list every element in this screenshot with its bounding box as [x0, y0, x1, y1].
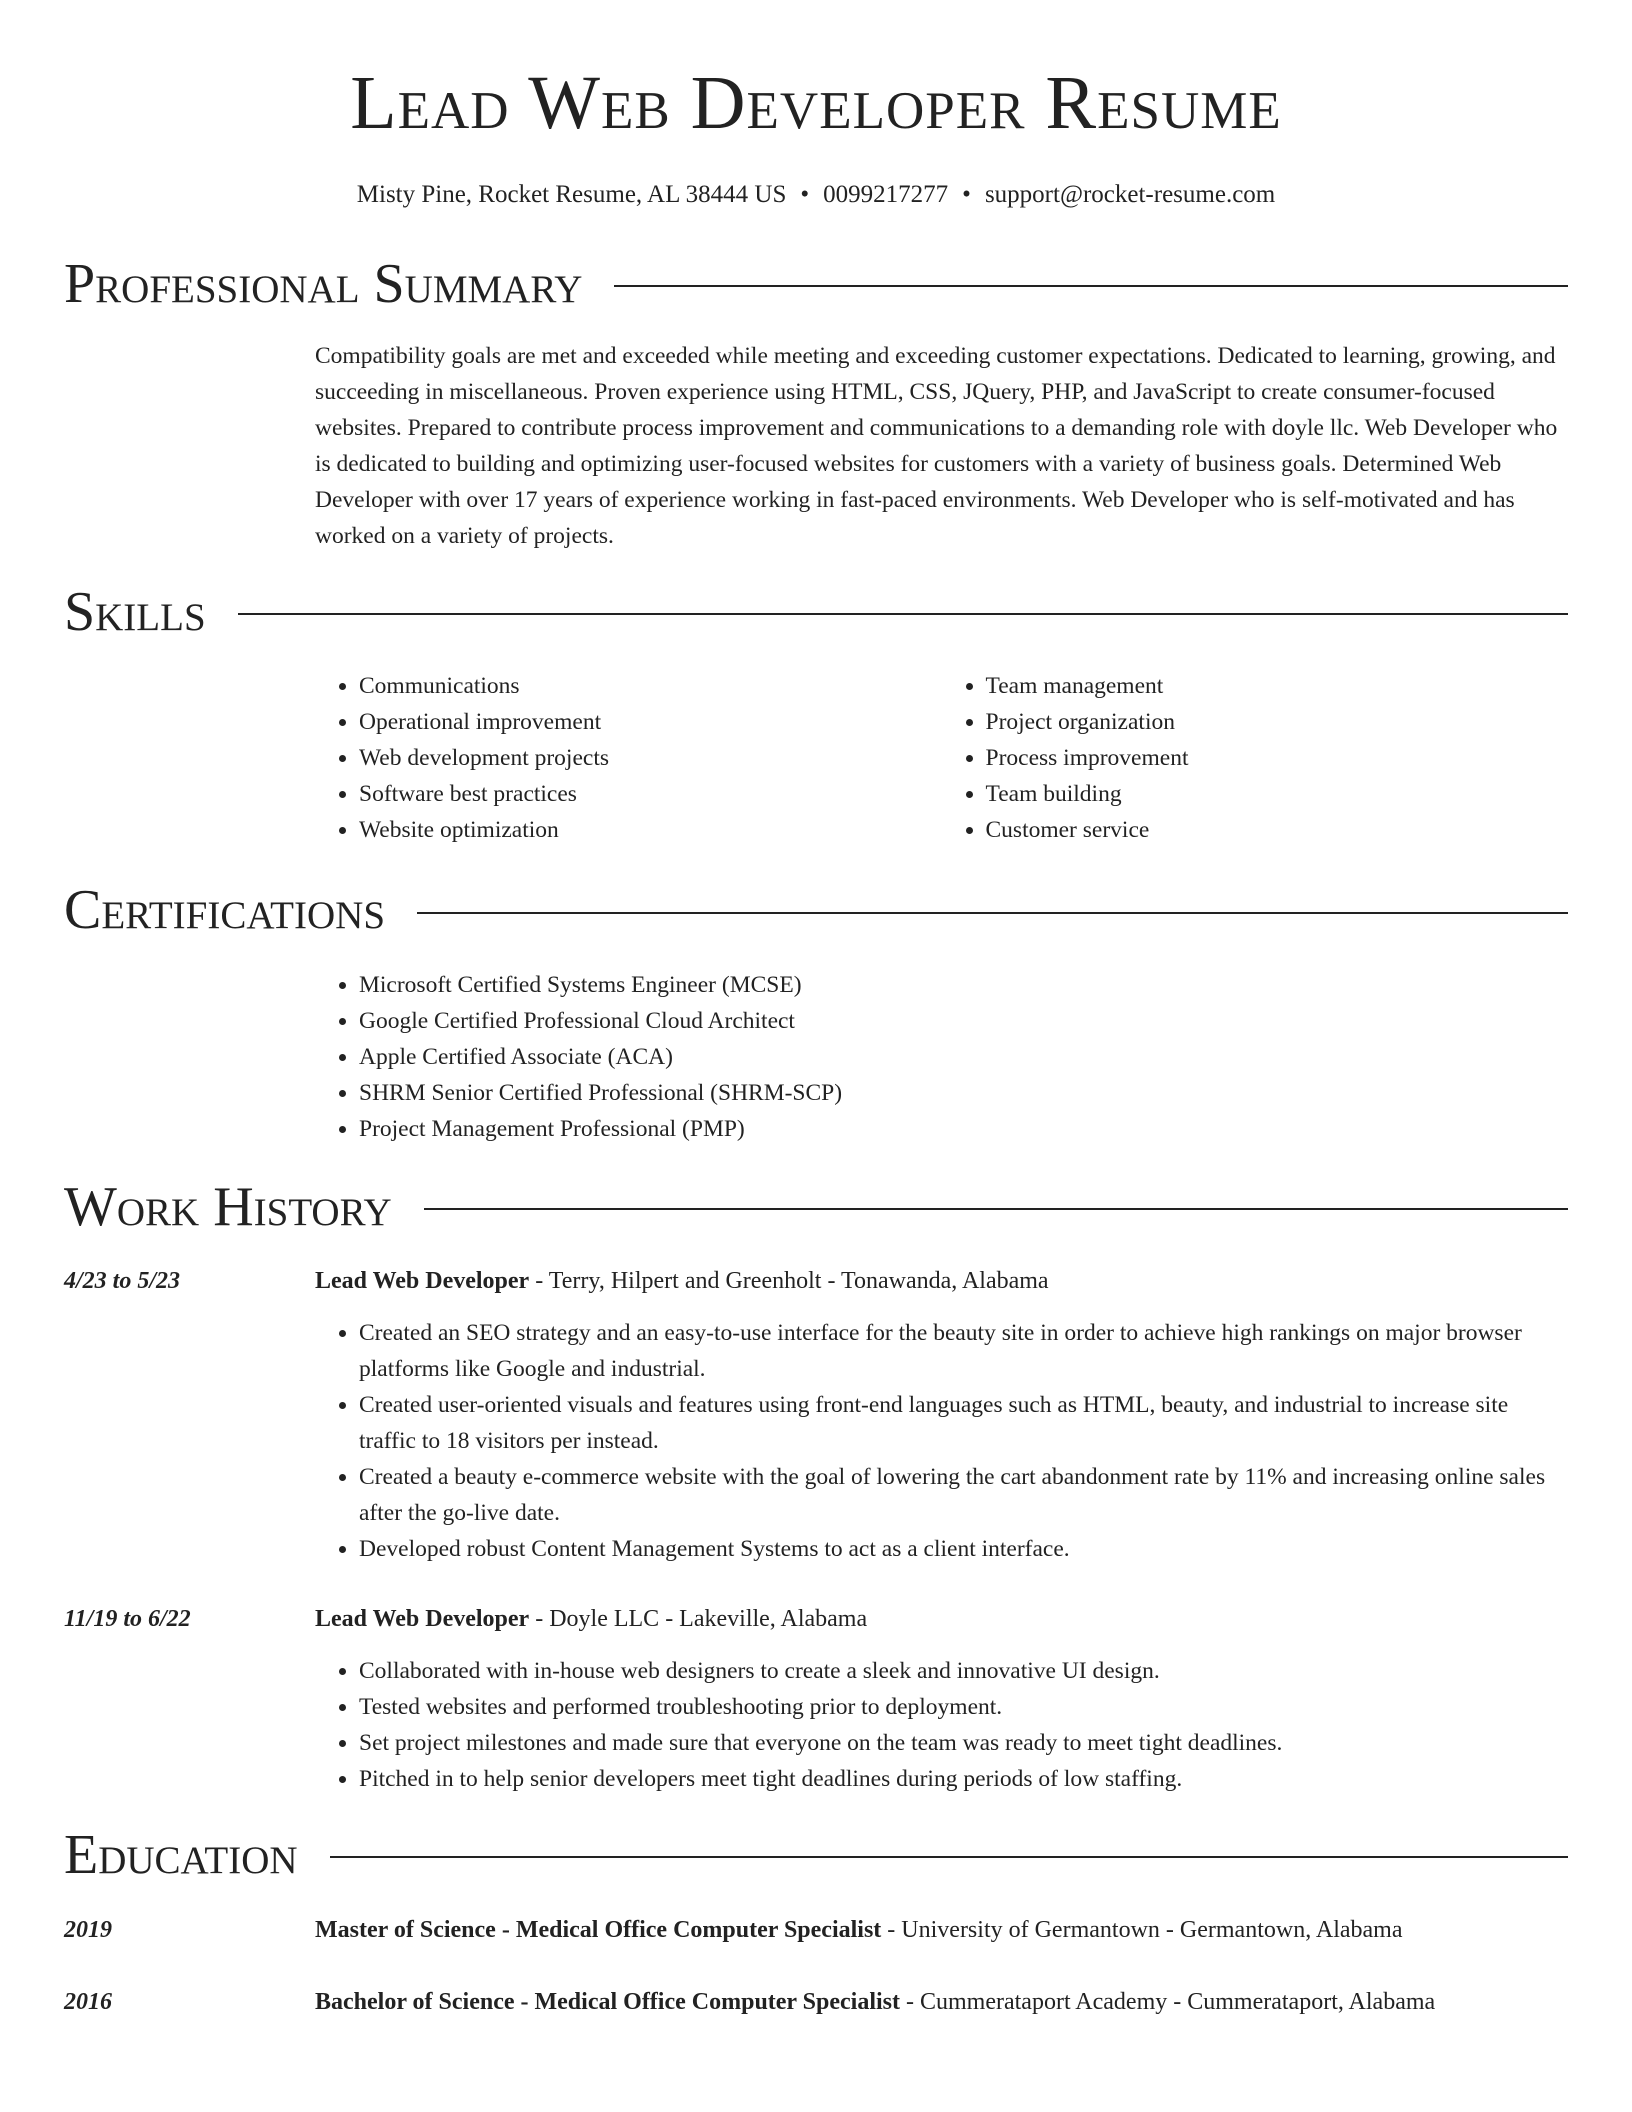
job-bullets	[315, 1315, 1568, 1567]
job-role: Lead Web Developer	[315, 1606, 530, 1633]
certification-item: • Project Management Professional (PMP)	[359, 1111, 1568, 1147]
job-entry	[64, 1601, 1568, 1797]
section-divider	[424, 1208, 1568, 1210]
job-dates: 11/19 to 6/22	[64, 1606, 191, 1633]
section-title-skills: Skills	[64, 580, 206, 643]
section-divider	[238, 613, 1568, 615]
contact-email[interactable]: support@rocket-resume.com	[984, 180, 1276, 208]
skills-column-left	[315, 668, 942, 848]
contact-separator: •	[800, 180, 810, 208]
job-heading	[315, 1263, 1568, 1299]
skills-column-right	[942, 668, 1569, 848]
skill-item: • Project organization	[986, 704, 1569, 740]
education-school: - Cummerataport Academy - Cummerataport, Alabama	[900, 1988, 1436, 2015]
skill-item: • Communications	[359, 668, 942, 704]
education-school: - University of Germantown - Germantown, Alabama	[881, 1916, 1403, 1943]
education-entry	[64, 1984, 1568, 2020]
contact-line	[64, 180, 1568, 210]
skill-item: • Team management	[986, 668, 1569, 704]
job-role: Lead Web Developer	[315, 1268, 530, 1295]
section-header-skills	[64, 580, 1568, 644]
section-divider	[417, 912, 1568, 914]
education-details	[315, 1984, 1435, 2020]
section-header-work	[64, 1175, 1568, 1239]
job-dates: 4/23 to 5/23	[64, 1268, 181, 1295]
skill-item: • Team building	[986, 776, 1569, 812]
certification-item: • Apple Certified Associate (ACA)	[359, 1039, 1568, 1075]
education-year: 2019	[64, 1916, 112, 1943]
education-year: 2016	[64, 1988, 112, 2015]
skill-item: • Operational improvement	[359, 704, 942, 740]
section-title-certifications: Certifications	[64, 879, 386, 942]
contact-phone: 0099217277	[823, 180, 949, 208]
certification-item: • SHRM Senior Certified Professional (SHRM-SCP)	[359, 1075, 1568, 1111]
section-title-summary: Professional Summary	[64, 252, 583, 315]
job-employer: - Terry, Hilpert and Greenholt - Tonawanda, Alabama	[529, 1268, 1049, 1295]
education-details	[315, 1912, 1403, 1948]
job-bullet: • Pitched in to help senior developers meet tight deadlines during periods of low staffing.	[359, 1761, 1568, 1797]
certifications-list	[315, 967, 1568, 1147]
contact-address: Misty Pine, Rocket Resume, AL 38444 US	[356, 180, 787, 208]
section-divider	[330, 1856, 1568, 1858]
section-header-certifications	[64, 878, 1568, 942]
section-header-education	[64, 1823, 1568, 1887]
section-header-summary	[64, 252, 1568, 316]
job-bullet: • Created a beauty e-commerce website with the goal of lowering the cart abandonment rate by 11% and increasing online sales after the go-live date.	[359, 1459, 1568, 1531]
resume-page	[64, 0, 1568, 2020]
skill-item: • Software best practices	[359, 776, 942, 812]
job-bullet: • Created user-oriented visuals and features using front-end languages such as HTML, beauty, and industrial to increase site traffic to 18 visitors per instead.	[359, 1387, 1568, 1459]
job-bullet: • Collaborated with in-house web designers to create a sleek and innovative UI design.	[359, 1653, 1568, 1689]
certification-item: • Microsoft Certified Systems Engineer (MCSE)	[359, 967, 1568, 1003]
skill-item: • Process improvement	[986, 740, 1569, 776]
job-details	[315, 1601, 1568, 1797]
skills-list	[315, 668, 1568, 848]
job-bullet: • Created an SEO strategy and an easy-to-use interface for the beauty site in order to achieve high rankings on major browser platforms like Google and industrial.	[359, 1315, 1568, 1387]
job-bullet: • Developed robust Content Management Systems to act as a client interface.	[359, 1531, 1568, 1567]
summary-text: Compatibility goals are met and exceeded while meeting and exceeding customer expectations. Dedicated to learning, growing, and succeeding in miscellaneous. Proven experience using HTML, CSS, JQuery, PHP, and JavaScript to create consumer-focused websites. Prepared to contribute process improvement and communications to a demanding role with doyle llc. Web Developer who is dedicated to building and optimizing user-focused websites for customers with a variety of business goals. Determined Web Developer with over 17 years of experience working in fast-paced environments. Web Developer who is self-motivated and has worked on a variety of projects.	[315, 342, 1558, 549]
skill-item: • Web development projects	[359, 740, 942, 776]
resume-title: Lead Web Developer Resume	[350, 61, 1282, 145]
job-bullet: • Set project milestones and made sure that everyone on the team was ready to meet tight deadlines.	[359, 1725, 1568, 1761]
skill-item: • Website optimization	[359, 812, 942, 848]
contact-separator: •	[962, 180, 971, 208]
job-employer: - Doyle LLC - Lakeville, Alabama	[529, 1606, 868, 1633]
job-heading	[315, 1601, 1568, 1637]
certification-item: • Google Certified Professional Cloud Architect	[359, 1003, 1568, 1039]
skill-item: • Customer service	[986, 812, 1569, 848]
job-entry	[64, 1263, 1568, 1567]
job-bullets	[315, 1653, 1568, 1797]
education-degree: Master of Science - Medical Office Computer Specialist	[315, 1916, 882, 1943]
section-title-education: Education	[64, 1824, 298, 1887]
education-degree: Bachelor of Science - Medical Office Computer Specialist	[315, 1988, 900, 2015]
job-bullet: • Tested websites and performed troubleshooting prior to deployment.	[359, 1689, 1568, 1725]
section-title-work: Work History	[64, 1175, 392, 1238]
section-divider	[614, 285, 1568, 287]
job-details	[315, 1263, 1568, 1567]
education-entry	[64, 1912, 1568, 1948]
